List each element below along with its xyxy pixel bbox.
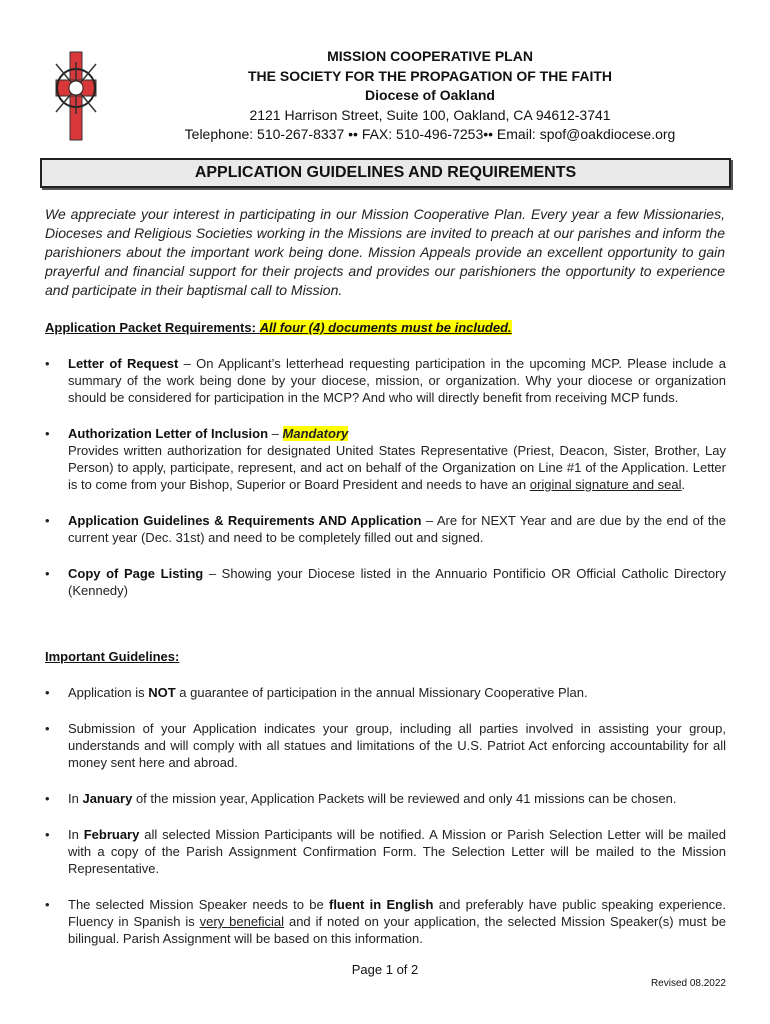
item-text: – Are for NEXT Year and are due by the end of the current year (Dec. 31st) and need to be completely filled out and signed. <box>68 513 726 545</box>
guidelines-heading: Important Guidelines: <box>45 649 180 664</box>
mandatory-badge: Mandatory <box>282 426 349 441</box>
item-text: In <box>68 827 84 842</box>
list-item <box>45 826 726 877</box>
guidelines-list <box>45 684 726 966</box>
item-bold: February <box>83 827 140 842</box>
intro-paragraph: We appreciate your interest in participating in our Mission Cooperative Plan. Every year a few Missionaries, Dioceses and Religious Societies working in the Missions are invited to preach at our parishes and inform the parishioners about the important work being done. Mission Appeals provide an excellent opportunity to gain prayerful and financial support for their projects and provides our parishioners the opportunity to experience and participate in their baptismal call to Mission. <box>45 206 725 298</box>
packet-list <box>45 355 726 618</box>
item-text: The selected Mission Speaker needs to be <box>68 897 329 912</box>
item-bold: fluent in English <box>328 897 434 912</box>
page-title: APPLICATION GUIDELINES AND REQUIREMENTS <box>40 158 731 188</box>
list-item <box>45 684 726 701</box>
item-title: Letter of Request <box>68 356 179 371</box>
page-number: Page 1 of 2 <box>351 962 419 977</box>
org-name: THE SOCIETY FOR THE PROPAGATION OF THE FAITH <box>247 67 612 84</box>
contact-info: Telephone: 510-267-8337 •• FAX: 510-496-7253•• Email: spof@oakdiocese.org <box>184 126 676 142</box>
item-text: of the mission year, Application Packets will be reviewed and only 41 missions can be chosen. <box>132 791 677 806</box>
item-end: . <box>681 477 686 492</box>
item-title: Copy of Page Listing <box>68 566 204 581</box>
list-item <box>45 425 726 493</box>
address: 2121 Harrison Street, Suite 100, Oakland, CA 94612-3741 <box>249 106 611 123</box>
item-title: Application Guidelines & Requirements AND Application <box>68 513 422 528</box>
item-text: and preferably have public speaking experience. Fluency in Spanish is <box>68 897 727 929</box>
revision-date: Revised 08.2022 <box>650 978 726 989</box>
society-logo-cross <box>52 50 100 142</box>
item-text: and if noted on your application, the selected Mission Speaker(s) must be bilingual. Parish Assignment will be based on this information. <box>68 914 726 946</box>
item-underline: original signature and seal <box>529 477 682 492</box>
item-text: Submission of your Application indicates your group, including all parties involved in assisting your group, understands and will comply with all statues and limitations of the U.S. Patriot Act enforcing accountability for all money sent here and abroad. <box>68 721 726 770</box>
list-item <box>45 790 726 807</box>
packet-note: All four (4) documents must be included. <box>259 320 512 335</box>
packet-heading <box>45 320 512 335</box>
list-item <box>45 512 726 546</box>
item-text: – Showing your Diocese listed in the Annuario Pontificio OR Official Catholic Directory (Kennedy) <box>68 566 726 598</box>
item-bold: NOT <box>148 685 176 700</box>
item-underline: very beneficial <box>199 914 285 929</box>
item-bold: January <box>82 791 133 806</box>
packet-heading-label: Application Packet Requirements: <box>45 320 256 335</box>
item-title: Authorization Letter of Inclusion <box>68 426 269 441</box>
item-dash: – <box>268 426 283 441</box>
item-text: In <box>68 791 83 806</box>
item-text: Provides written authorization for designated United States Representative (Priest, Deacon, Sister, Brother, Lay Person) to apply, participate, represent, and act on behalf of the Organization on Line #1 of the Application. Letter is to come from your Bishop, Superior or Board President and needs to have an <box>68 443 726 492</box>
letterhead <box>120 47 740 145</box>
diocese-name: Diocese of Oakland <box>365 87 495 103</box>
list-item <box>45 565 726 599</box>
list-item <box>45 355 726 406</box>
item-text: – On Applicant’s letterhead requesting participation in the upcoming MCP. Please include a summary of the work being done by your diocese, mission, or organization. Why your diocese or organization should be considered for participation in the MCP? And who will directly benefit from receiving MCP funds. <box>68 356 726 405</box>
item-text: a guarantee of participation in the annual Missionary Cooperative Plan. <box>175 685 588 700</box>
list-item <box>45 896 726 947</box>
org-program: MISSION COOPERATIVE PLAN <box>327 48 533 64</box>
list-item <box>45 720 726 771</box>
item-text: Application is <box>68 685 149 700</box>
item-text: all selected Mission Participants will be notified. A Mission or Parish Selection Letter will be mailed with a copy of the Parish Assignment Confirmation Form. The Selection Letter will be mailed to the Mission Representative. <box>68 827 726 876</box>
